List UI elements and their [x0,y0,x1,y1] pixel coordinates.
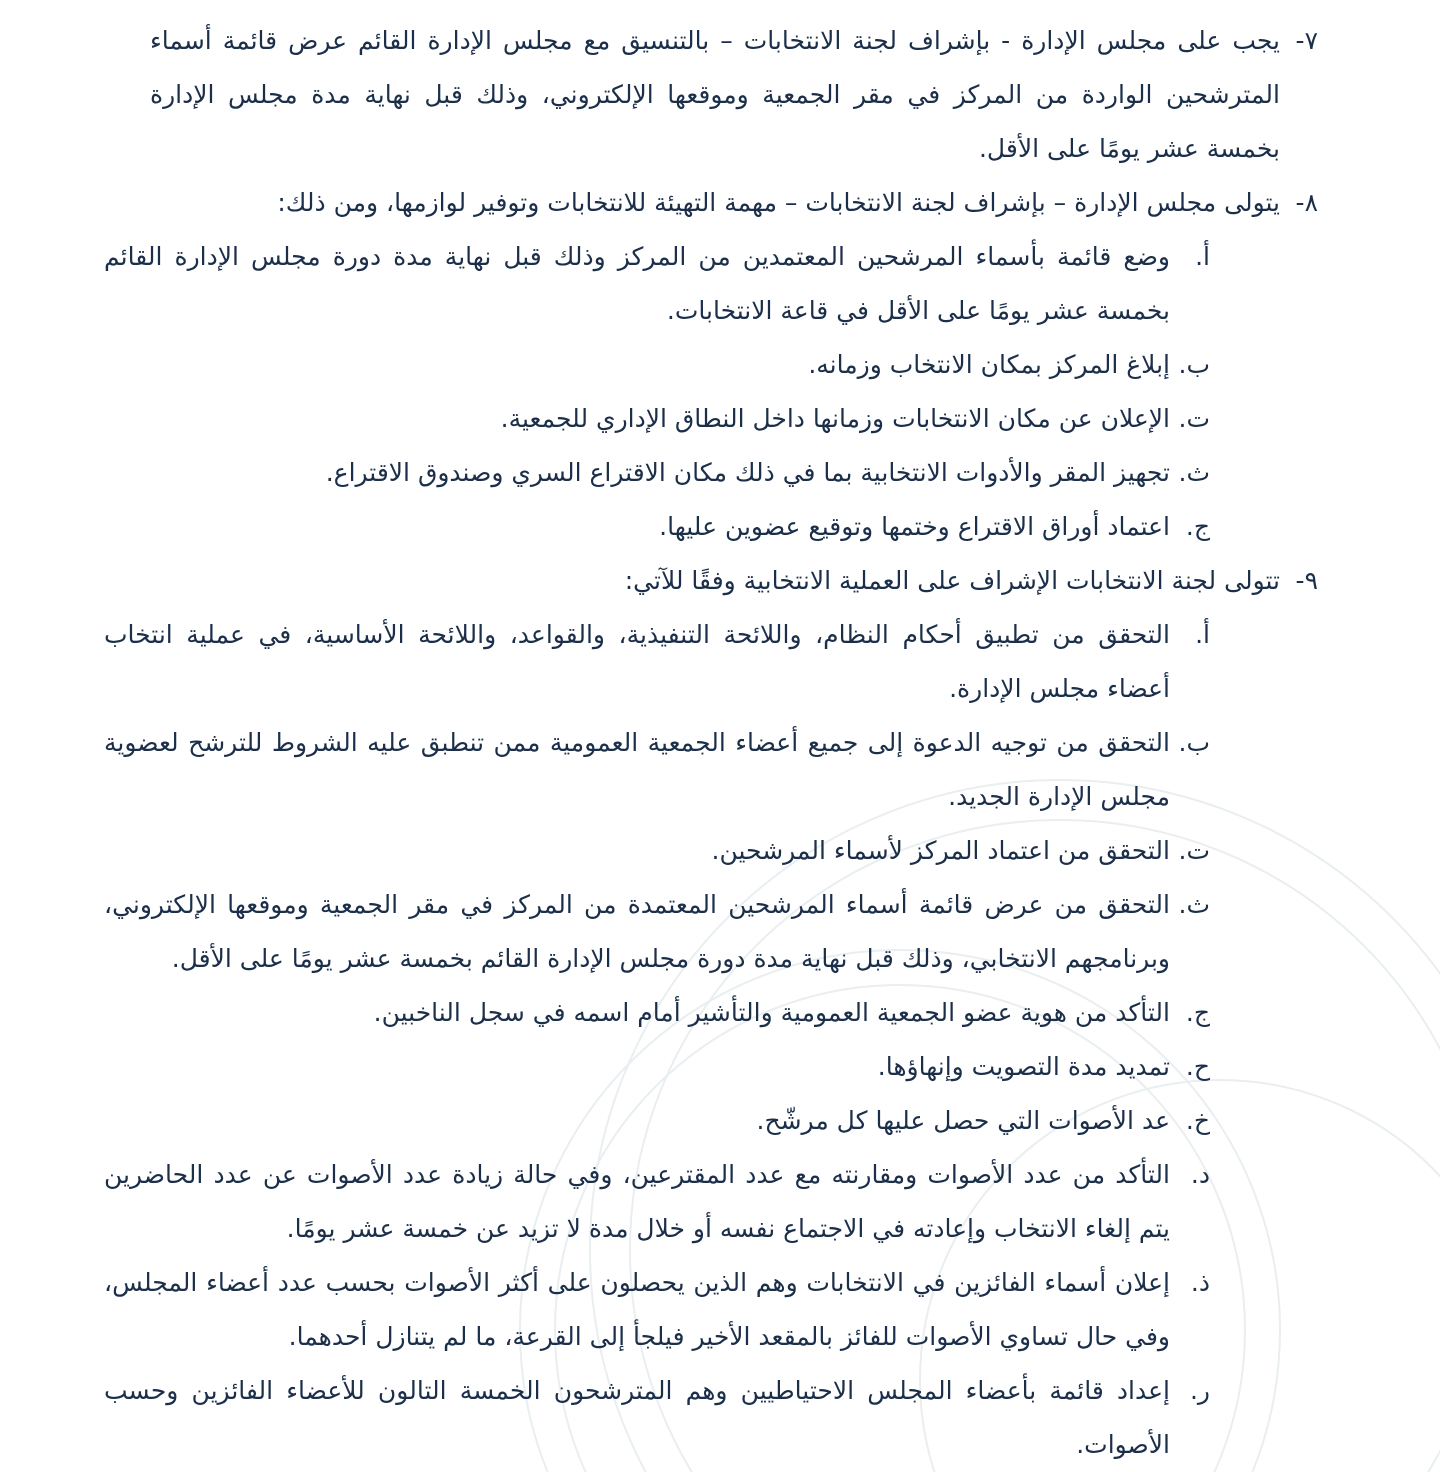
sub-letter: خ. [1185,1106,1210,1135]
sub-text: اعتماد أوراق الاقتراع وختمها وتوقيع عضوين عليها. [659,512,1170,541]
clause-text: يتولى مجلس الإدارة – بإشراف لجنة الانتخابات – مهمة التهيئة للانتخابات وتوفير لوازمها، ومن ذلك: [277,188,1280,217]
sub-letter: ج. [1185,512,1210,541]
sub-text: تمديد مدة التصويت وإنهاؤها. [877,1052,1170,1081]
sub-text: التحقق من توجيه الدعوة إلى جميع أعضاء الجمعية العمومية ممن تنطبق عليه الشروط للترشح لعضوية مجلس الإدارة الجديد. [104,728,1170,811]
clause-number: ٧- [1295,26,1318,55]
clause-9-sub-kh [104,1094,1318,1148]
clause-7 [104,14,1318,176]
sub-text: إعداد قائمة بأعضاء المجلس الاحتياطيين وهم المترشحون الخمسة التالون للأعضاء الفائزين وحسب الأصوات. [104,1376,1170,1459]
sub-letter: أ. [1195,620,1210,649]
sub-letter: ت. [1178,836,1210,865]
sub-letter: ب. [1178,728,1210,757]
sub-text: الإعلان عن مكان الانتخابات وزمانها داخل النطاق الإداري للجمعية. [500,404,1170,433]
document-body [104,14,1318,1472]
clause-8-sub-b [104,338,1318,392]
clause-9-sub-t [104,824,1318,878]
clause-9-sub-dh [104,1256,1318,1364]
clause-9-sub-a [104,608,1318,716]
sub-letter: ذ. [1190,1268,1210,1297]
clause-9-sub-h [104,1040,1318,1094]
sub-text: التحقق من تطبيق أحكام النظام، واللائحة التنفيذية، والقواعد، واللائحة الأساسية، في عملية انتخاب أعضاء مجلس الإدارة. [104,620,1170,703]
sub-text: التأكد من عدد الأصوات ومقارنته مع عدد المقترعين، وفي حالة زيادة عدد الأصوات عن عدد الحاضرين يتم إلغاء الانتخاب وإعادته في الاجتماع نفسه أو خلال مدة لا تزيد عن خمسة عشر يومًا. [104,1160,1170,1243]
sub-text: وضع قائمة بأسماء المرشحين المعتمدين من المركز وذلك قبل نهاية مدة دورة مجلس الإدارة القائم بخمسة عشر يومًا على الأقل في قاعة الانتخابات. [104,242,1170,325]
clause-9-sub-r [104,1364,1318,1472]
sub-letter: ب. [1178,350,1210,379]
sub-letter: ت. [1178,404,1210,433]
clause-text: يجب على مجلس الإدارة - بإشراف لجنة الانتخابات – بالتنسيق مع مجلس الإدارة القائم عرض قائمة أسماء المترشحين الواردة من المركز في مقر الجمعية وموقعها الإلكتروني، وذلك قبل نهاية مدة مجلس الإدارة بخمسة عشر يومًا على الأقل. [150,26,1280,163]
clause-text: تتولى لجنة الانتخابات الإشراف على العملية الانتخابية وفقًا للآتي: [624,566,1280,595]
sub-letter: ث. [1178,890,1210,919]
sub-text: التحقق من اعتماد المركز لأسماء المرشحين. [711,836,1170,865]
sub-letter: ح. [1185,1052,1210,1081]
clause-9-sub-th [104,878,1318,986]
sub-letter: د. [1190,1160,1210,1189]
clause-8-sub-a [104,230,1318,338]
sub-letter: ر. [1189,1376,1210,1405]
sub-text: إعلان أسماء الفائزين في الانتخابات وهم الذين يحصلون على أكثر الأصوات بحسب عدد أعضاء المجلس، وفي حال تساوي الأصوات للفائز بالمقعد الأخير فيلجأ إلى القرعة، ما لم يتنازل أحدهما. [104,1268,1170,1351]
clause-8-sub-j [104,500,1318,554]
clause-number: ٨- [1295,188,1318,217]
clause-9-sub-d [104,1148,1318,1256]
clause-8 [104,176,1318,230]
sub-text: إبلاغ المركز بمكان الانتخاب وزمانه. [808,350,1170,379]
clause-8-sub-t [104,392,1318,446]
clause-9-sub-b [104,716,1318,824]
clause-9 [104,554,1318,608]
clause-number: ٩- [1295,566,1318,595]
sub-text: التأكد من هوية عضو الجمعية العمومية والتأشير أمام اسمه في سجل الناخبين. [373,998,1170,1027]
sub-letter: ث. [1178,458,1210,487]
sub-text: التحقق من عرض قائمة أسماء المرشحين المعتمدة من المركز في مقر الجمعية وموقعها الإلكتروني، وبرنامجهم الانتخابي، وذلك قبل نهاية مدة دورة مجلس الإدارة القائم بخمسة عشر يومًا على الأقل. [104,890,1170,973]
sub-letter: أ. [1195,242,1210,271]
sub-letter: ج. [1185,998,1210,1027]
sub-text: عد الأصوات التي حصل عليها كل مرشّح. [756,1106,1170,1135]
sub-text: تجهيز المقر والأدوات الانتخابية بما في ذلك مكان الاقتراع السري وصندوق الاقتراع. [325,458,1170,487]
clause-9-sub-j [104,986,1318,1040]
clause-8-sub-th [104,446,1318,500]
